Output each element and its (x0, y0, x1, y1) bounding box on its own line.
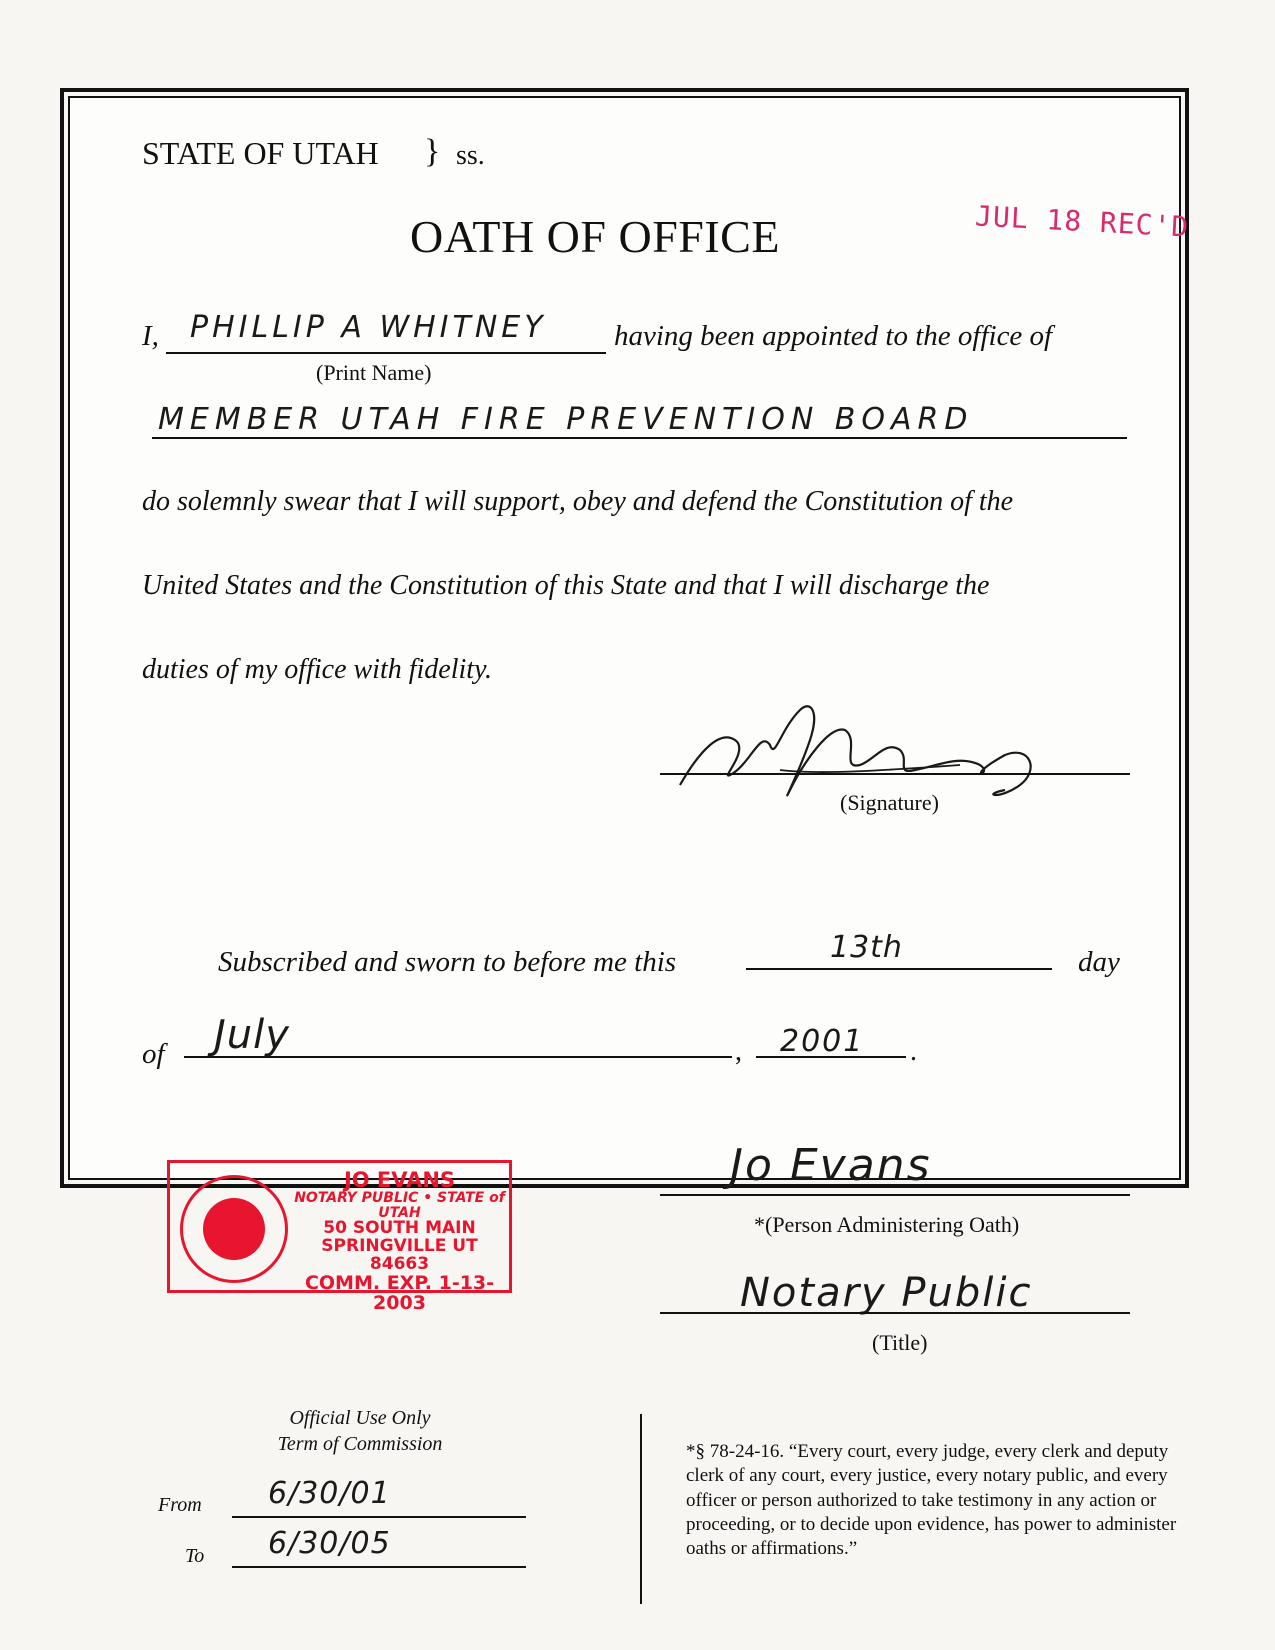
print-name-line (166, 352, 606, 354)
office-value[interactable]: MEMBER UTAH FIRE PREVENTION BOARD (158, 402, 974, 437)
oath-after-name: having been appointed to the office of (614, 320, 1053, 352)
state-seal (180, 1175, 288, 1283)
from-value[interactable]: 6/30/01 (268, 1476, 391, 1511)
state-heading: STATE OF UTAH (142, 135, 379, 171)
notary-commission-expiry: COMM. EXP. 1-13-2003 (304, 1271, 495, 1314)
day-value[interactable]: 13th (830, 930, 903, 965)
administrator-line (660, 1194, 1130, 1196)
office-line (152, 437, 1127, 439)
title-label: (Title) (872, 1330, 928, 1355)
oath-body-line-2: United States and the Constitution of this State and that I will discharge the (142, 570, 990, 601)
official-use-heading (230, 1406, 490, 1457)
official-use-line-2: Term of Commission (277, 1432, 443, 1455)
document-title-text: OATH OF OFFICE (410, 211, 780, 262)
oath-prefix: I, (142, 320, 159, 352)
notary-stamp-text (292, 1169, 507, 1314)
day-line (746, 968, 1052, 970)
signature-label: (Signature) (840, 790, 939, 815)
seal-center (203, 1198, 265, 1260)
administrator-label: *(Person Administering Oath) (754, 1212, 1020, 1237)
to-value[interactable]: 6/30/05 (268, 1526, 391, 1561)
signature-line (660, 773, 1130, 775)
footer-divider (640, 1414, 642, 1604)
administrator-signature[interactable]: Jo Evans (730, 1140, 932, 1191)
notary-stamp (167, 1160, 512, 1314)
from-line (232, 1516, 526, 1518)
title-line (660, 1312, 1130, 1314)
of-label: of (142, 1038, 165, 1070)
to-label: To (185, 1545, 205, 1567)
official-use-line-1: Official Use Only (289, 1407, 431, 1429)
print-name-label: (Print Name) (316, 360, 432, 385)
month-comma: , (735, 1036, 742, 1067)
received-date-stamp: JUL 18 REC'D (974, 199, 1191, 244)
year-value[interactable]: 2001 (780, 1024, 865, 1059)
ss-abbrev: ss. (456, 140, 485, 171)
year-period: . (910, 1036, 917, 1067)
month-value[interactable]: July (214, 1012, 290, 1058)
oath-body-line-3: duties of my office with fidelity. (142, 654, 492, 685)
notary-city: SPRINGVILLE UT 84663 (321, 1236, 478, 1275)
sworn-text: Subscribed and sworn to before me this (218, 946, 677, 978)
title-value[interactable]: Notary Public (740, 1270, 1033, 1316)
document-title (0, 210, 1275, 263)
state-brace: } (424, 133, 441, 170)
notary-street: 50 SOUTH MAIN (323, 1218, 476, 1239)
day-label: day (1078, 946, 1120, 978)
statute-text: *§ 78-24-16. “Every court, every judge, every clerk and deputy clerk of any court, every justice, every notary public, and every officer or person authorized to take testimony in any action or proceeding, or to decide upon evidence, has power to administer oaths or affirmations.” (686, 1441, 1177, 1560)
oath-body-line-1: do solemnly swear that I will support, obey and defend the Constitution of the (142, 486, 1014, 517)
from-label: From (158, 1494, 202, 1516)
to-line (232, 1566, 526, 1568)
notary-name: JO EVANS (343, 1168, 456, 1192)
notary-title: NOTARY PUBLIC • STATE of UTAH (294, 1190, 505, 1221)
print-name-value[interactable]: PHILLIP A WHITNEY (190, 310, 547, 345)
